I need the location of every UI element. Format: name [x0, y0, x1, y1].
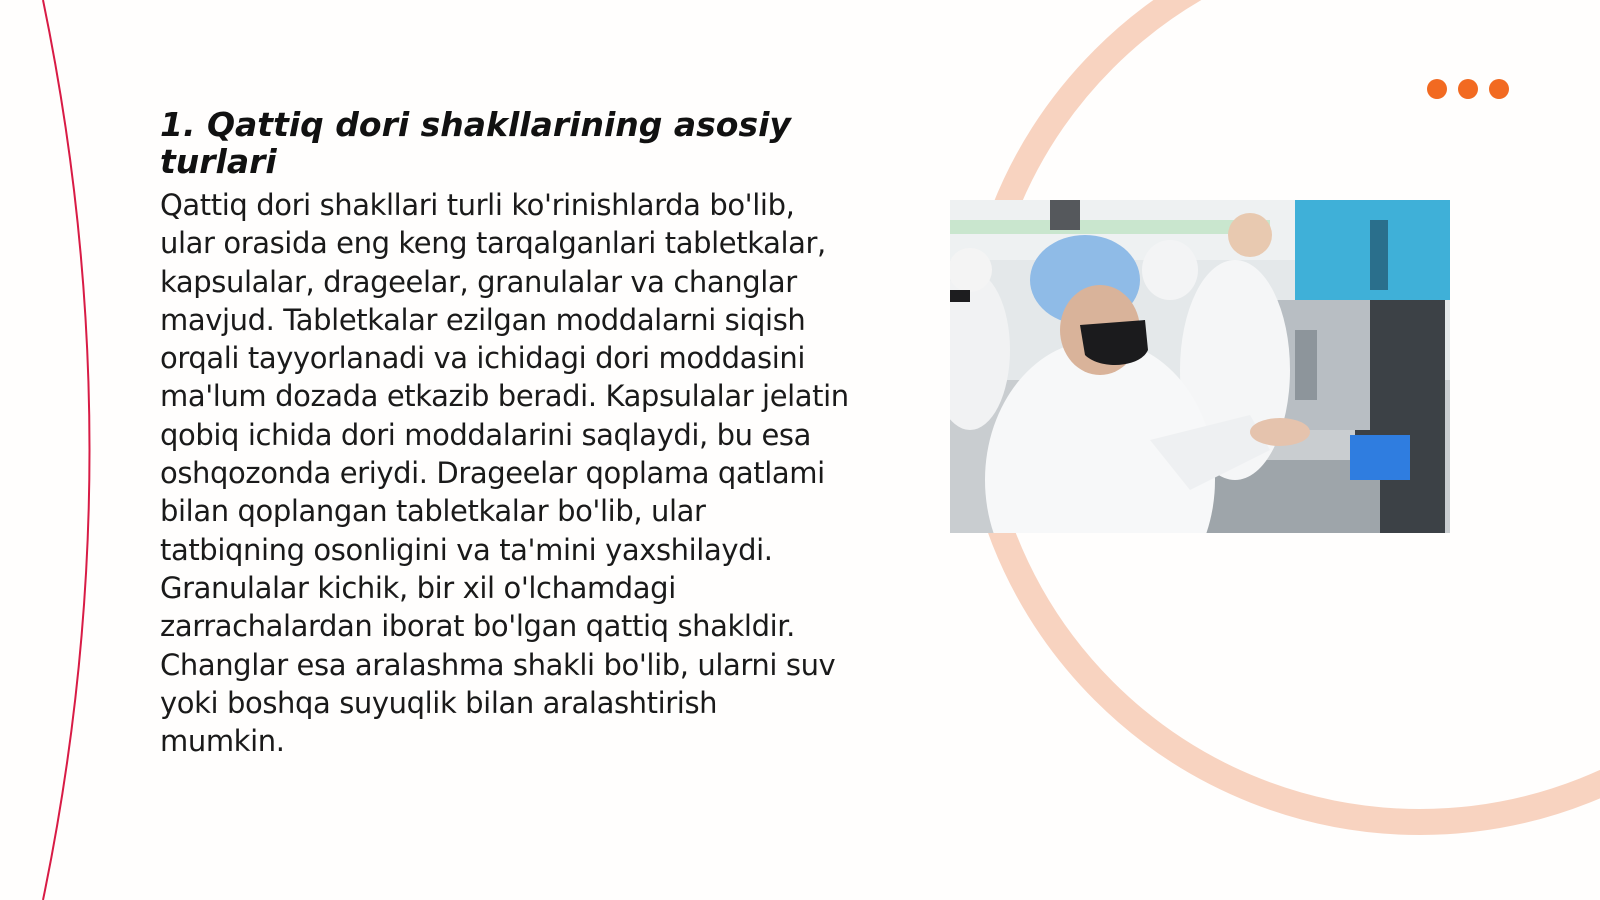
- more-dots-icon: [1427, 79, 1509, 99]
- dot: [1458, 79, 1478, 99]
- lab-workers-illustration: [950, 200, 1450, 533]
- slide-title: 1. Qattiq dori shakllarining asosiy turlari: [160, 105, 791, 181]
- dot: [1427, 79, 1447, 99]
- lab-workers-photo: [950, 200, 1450, 533]
- dot: [1489, 79, 1509, 99]
- slide-body-text: Qattiq dori shakllari turli ko'rinishlarda bo'lib, ular orasida eng keng tarqalganlari tabletkalar, kapsulalar, drageelar, granulalar va changlar mavjud. Tabletkalar ezilgan moddalarni siqish orqali tayyorlanadi va ichidagi dori moddasini ma'lum dozada etkazib beradi. Kapsulalar jelatin qobiq ichida dori moddalarini saqlaydi, bu esa oshqozonda eriydi. Drageelar qoplama qatlami bilan qoplangan tabletkalar bo'lib, ular tatbiqning osonligini va ta'mini yaxshilaydi. Granulalar kichik, bir xil o'lchamdagi zarrachalardan iborat bo'lgan qattiq shakldir. Changlar esa aralashma shakli bo'lib, ularni suv yoki boshqa suyuqlik bilan aralashtirish mumkin.: [160, 188, 849, 759]
- left-curve-line: [43, 0, 90, 900]
